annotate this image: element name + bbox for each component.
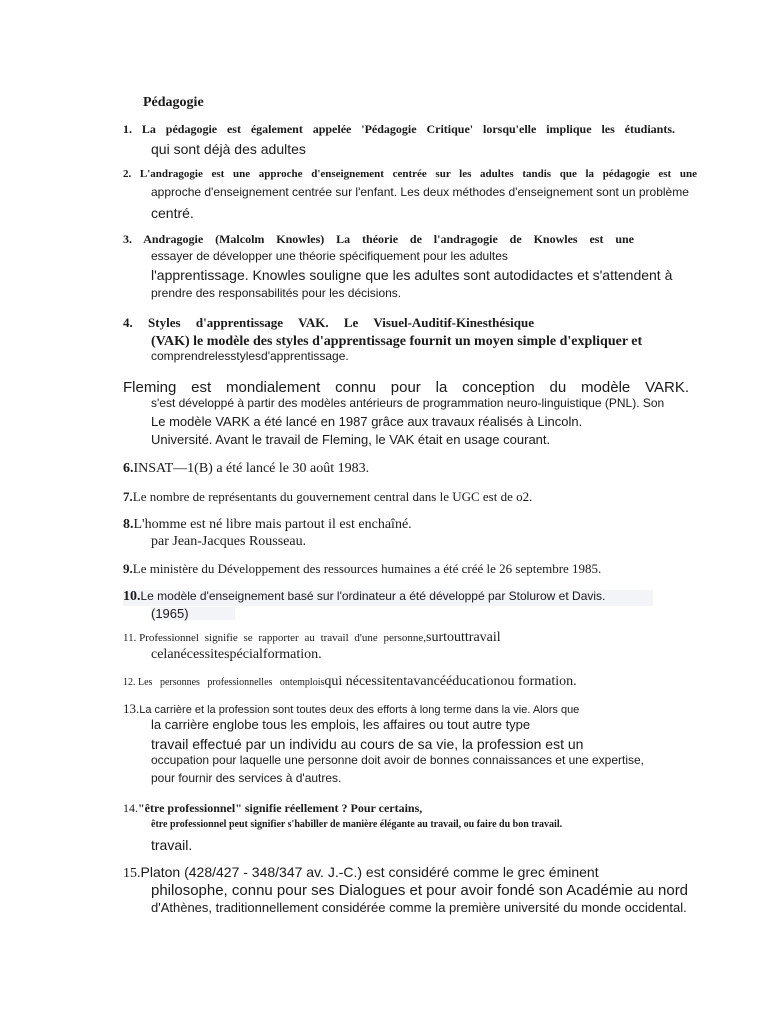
item-13-number: 13. xyxy=(123,701,140,716)
item-3-line-4: prendre des responsabilités pour les décisions. xyxy=(151,286,402,300)
item-12-number: 12. xyxy=(123,677,136,688)
item-1-line-1: 1. La pédagogie est également appelée 'Pédagogie Critique' lorsqu'elle implique les étudiants. xyxy=(123,122,675,136)
item-6-text: INSAT—1(B) a été lancé le 30 août 1983. xyxy=(133,461,370,476)
item-13-text: La carrière et la profession sont toutes deux des efforts à long terme dans la vie. Alors que xyxy=(139,704,580,716)
item-6-number: 6. xyxy=(123,461,134,476)
item-13-line-4: occupation pour laquelle une personne doit avoir de bonnes connaissances et une expertise, xyxy=(151,753,645,767)
item-7-text: Le nombre de représentants du gouvernement central dans le UGC est de o2. xyxy=(132,489,533,504)
item-12-text-b: qui nécessitentavancééducationou formation. xyxy=(324,674,577,689)
item-10-number: 10. xyxy=(123,589,141,604)
item-7-line-1 xyxy=(123,490,532,503)
item-7-number: 7. xyxy=(123,489,133,504)
item-1-line-2: qui sont déjà des adultes xyxy=(151,141,306,157)
item-15-line-1 xyxy=(123,865,599,881)
item-6-line-1 xyxy=(123,462,369,476)
item-10-line-2: (1965) xyxy=(151,607,235,620)
item-8-text: L'homme est né libre mais partout il est enchaîné. xyxy=(133,517,412,532)
page-title: Pédagogie xyxy=(143,95,204,110)
item-12-line-1 xyxy=(123,675,577,689)
item-11-line-1 xyxy=(123,631,501,645)
item-5-line-3: Le modèle VARK a été lancé en 1987 grâce aux travaux réalisés à Lincoln. xyxy=(151,414,583,429)
item-4-line-1: 4. Styles d'apprentissage VAK. Le Visuel-Auditif-Kinesthésique xyxy=(123,315,534,330)
item-4-line-3: comprendrelesstylesd'apprentissage. xyxy=(151,349,349,363)
item-15-number: 15. xyxy=(123,866,141,881)
item-8-number: 8. xyxy=(123,517,134,532)
item-3-line-1: 3. Andragogie (Malcolm Knowles) La théorie de l'andragogie de Knowles est une xyxy=(123,232,634,246)
item-5-line-2: s'est développé à partir des modèles antérieurs de programmation neuro-linguistique (PNL). Son xyxy=(151,396,665,410)
item-10-line-1 xyxy=(123,590,653,606)
item-14-number: 14. xyxy=(123,801,138,815)
item-14-line-2: être professionnel peut signifier s'habiller de manière élégante au travail, ou faire du bon travail. xyxy=(151,819,563,830)
item-11-line-2: celanécessitespécialformation. xyxy=(151,647,322,662)
item-11-text-b: surtouttravail xyxy=(426,630,501,645)
item-15-text: Platon (428/427 - 348/347 av. J.-C.) est considéré comme le grec éminent xyxy=(140,864,599,880)
item-11-text-a: Professionnel signifie se rapporter au travail d'une personne, xyxy=(139,632,426,644)
item-5-line-1: Fleming est mondialement connu pour la conception du modèle VARK. xyxy=(123,379,689,396)
item-8-line-2: par Jean-Jacques Rousseau. xyxy=(151,534,307,549)
item-11-number: 11. xyxy=(123,632,137,644)
item-14-text: "être professionnel" signifie réellement ? Pour certains, xyxy=(138,801,423,815)
item-9-line-1 xyxy=(123,562,601,575)
item-13-line-5: pour fournir des services à d'autres. xyxy=(151,771,342,785)
item-2-line-1: 2. L'andragogie est une approche d'enseignement centrée sur les adultes tandis que la pédagogie est une xyxy=(123,168,697,180)
item-12-text-a: Les personnes professionnelles ontemplois xyxy=(138,677,325,688)
item-3-line-3: l'apprentissage. Knowles souligne que les adultes sont autodidactes et s'attendent à xyxy=(151,267,673,283)
item-2-line-3: centré. xyxy=(151,205,194,221)
item-13-line-2: la carrière englobe tous les emplois, les affaires ou tout autre type xyxy=(151,717,531,732)
item-15-line-3: d'Athènes, traditionnellement considérée comme la première université du monde occidental. xyxy=(151,900,687,915)
item-4-line-2: (VAK) le modèle des styles d'apprentissage fournit un moyen simple d'expliquer et xyxy=(151,334,643,349)
item-14-line-1 xyxy=(123,802,422,814)
item-14-line-3: travail. xyxy=(151,837,193,853)
item-13-line-3: travail effectué par un individu au cours de sa vie, la profession est un xyxy=(151,736,584,752)
item-3-line-2: essayer de développer une théorie spécifiquement pour les adultes xyxy=(151,249,508,263)
item-8-line-1 xyxy=(123,518,412,532)
item-10-text: Le modèle d'enseignement basé sur l'ordinateur a été développé par Stolurow et Davis. xyxy=(140,589,606,603)
item-13-line-1 xyxy=(123,702,579,716)
item-5-line-4: Université. Avant le travail de Fleming, le VAK était en usage courant. xyxy=(151,432,551,447)
item-9-text: Le ministère du Développement des ressources humaines a été créé le 26 septembre 1985. xyxy=(132,561,602,576)
item-15-line-2: philosophe, connu pour ses Dialogues et pour avoir fondé son Académie au nord xyxy=(151,882,689,899)
item-2-line-2: approche d'enseignement centrée sur l'enfant. Les deux méthodes d'enseignement sont un problème xyxy=(151,185,689,199)
item-9-number: 9. xyxy=(123,561,133,576)
